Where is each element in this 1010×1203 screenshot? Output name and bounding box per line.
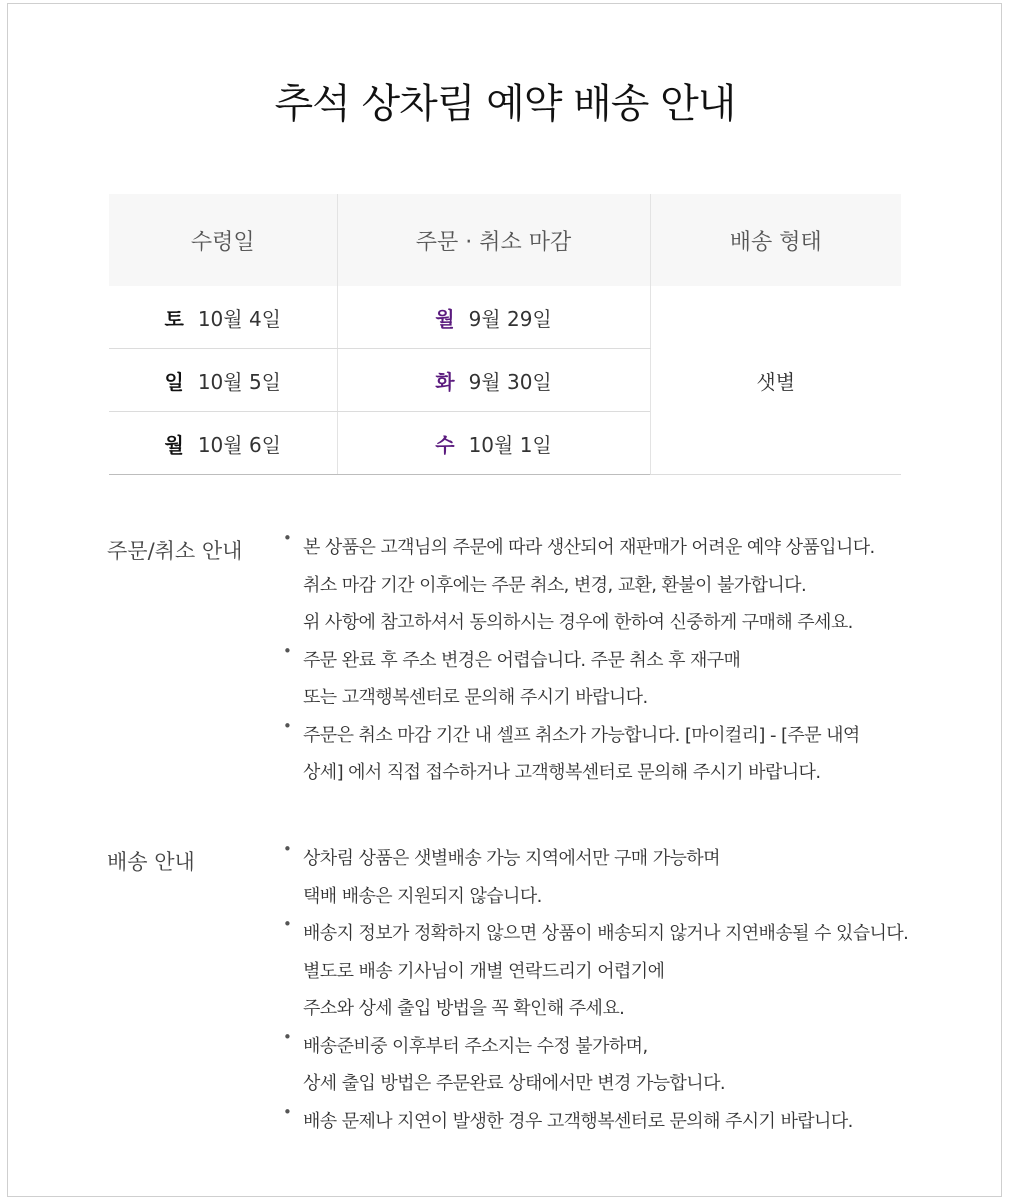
- deadline-weekday: 수: [435, 432, 455, 457]
- receive-weekday: 토: [164, 306, 184, 331]
- notice-line: 별도로 배송 기사님이 개별 연락드리기 어렵기에: [303, 960, 665, 982]
- notice-line: • 본 상품은 고객님의 주문에 따라 생산되어 재판매가 어려운 예약 상품입니다.: [303, 537, 875, 558]
- header-receive-date: 수령일: [109, 194, 337, 286]
- receive-date: 10월 5일: [197, 369, 281, 394]
- list-item: [283, 1028, 963, 1103]
- delivery-type-cell: 샛별: [650, 286, 901, 475]
- list-item: [283, 1103, 963, 1141]
- notice-line: • 상차림 상품은 샛별배송 가능 지역에서만 구매 가능하며: [303, 848, 720, 869]
- notice-line: 위 사항에 참고하셔서 동의하시는 경우에 한하여 신중하게 구매해 주세요.: [303, 612, 853, 633]
- deadline-cell: [337, 412, 650, 475]
- receive-date: 10월 4일: [197, 306, 281, 331]
- notice-line: • 배송준비중 이후부터 주소지는 수정 불가하며,: [303, 1035, 648, 1057]
- list-item: [283, 915, 963, 1028]
- receive-date-cell: [109, 349, 337, 412]
- notice-line: 택배 배송은 지원되지 않습니다.: [303, 885, 542, 907]
- notice-line: 주소와 상세 출입 방법을 꼭 확인해 주세요.: [303, 998, 625, 1019]
- notice-line: • 주문은 취소 마감 기간 내 셀프 취소가 가능합니다. [마이컬리] - [주문 내역: [303, 724, 860, 746]
- list-item: [283, 717, 963, 792]
- header-delivery-type: 배송 형태: [650, 194, 901, 286]
- receive-date-cell: [109, 286, 337, 349]
- receive-weekday: 일: [164, 369, 184, 394]
- deadline-date: 9월 29일: [468, 306, 552, 331]
- deadline-cell: [337, 349, 650, 412]
- notice-line: 상세 출입 방법은 주문완료 상태에서만 변경 가능합니다.: [303, 1073, 725, 1094]
- deadline-weekday: 화: [435, 369, 455, 394]
- notice-line: • 배송지 정보가 정확하지 않으면 상품이 배송되지 않거나 지연배송될 수 있습니다.: [303, 923, 909, 944]
- order-cancel-label: 주문/취소 안내: [107, 539, 243, 563]
- deadline-date: 9월 30일: [468, 369, 552, 394]
- list-item: [283, 529, 963, 642]
- notice-line: 또는 고객행복센터로 문의해 주시기 바랍니다.: [303, 687, 648, 708]
- notice-line: • 배송 문제나 지연이 발생한 경우 고객행복센터로 문의해 주시기 바랍니다.: [303, 1110, 853, 1132]
- notice-line: 취소 마감 기간 이후에는 주문 취소, 변경, 교환, 환불이 불가합니다.: [303, 574, 807, 596]
- notice-line: • 주문 완료 후 주소 변경은 어렵습니다. 주문 취소 후 재구매: [303, 649, 741, 671]
- deadline-date: 10월 1일: [468, 432, 552, 457]
- delivery-list: [283, 840, 963, 1140]
- receive-weekday: 월: [164, 432, 184, 457]
- notice-line: 상세] 에서 직접 접수하거나 고객행복센터로 문의해 주시기 바랍니다.: [303, 762, 821, 783]
- receive-date: 10월 6일: [197, 432, 281, 457]
- deadline-cell: [337, 286, 650, 349]
- page-title: 추석 상차림 예약 배송 안내: [274, 81, 736, 127]
- deadline-weekday: 월: [435, 306, 455, 331]
- list-item: [283, 840, 963, 915]
- receive-date-cell: [109, 412, 337, 475]
- header-order-deadline: 주문 · 취소 마감: [337, 194, 650, 286]
- list-item: [283, 642, 963, 717]
- order-cancel-list: [283, 529, 963, 792]
- delivery-label: 배송 안내: [107, 850, 195, 874]
- table-row: [109, 286, 901, 349]
- schedule-table: [109, 194, 901, 475]
- table-header-row: [109, 194, 901, 286]
